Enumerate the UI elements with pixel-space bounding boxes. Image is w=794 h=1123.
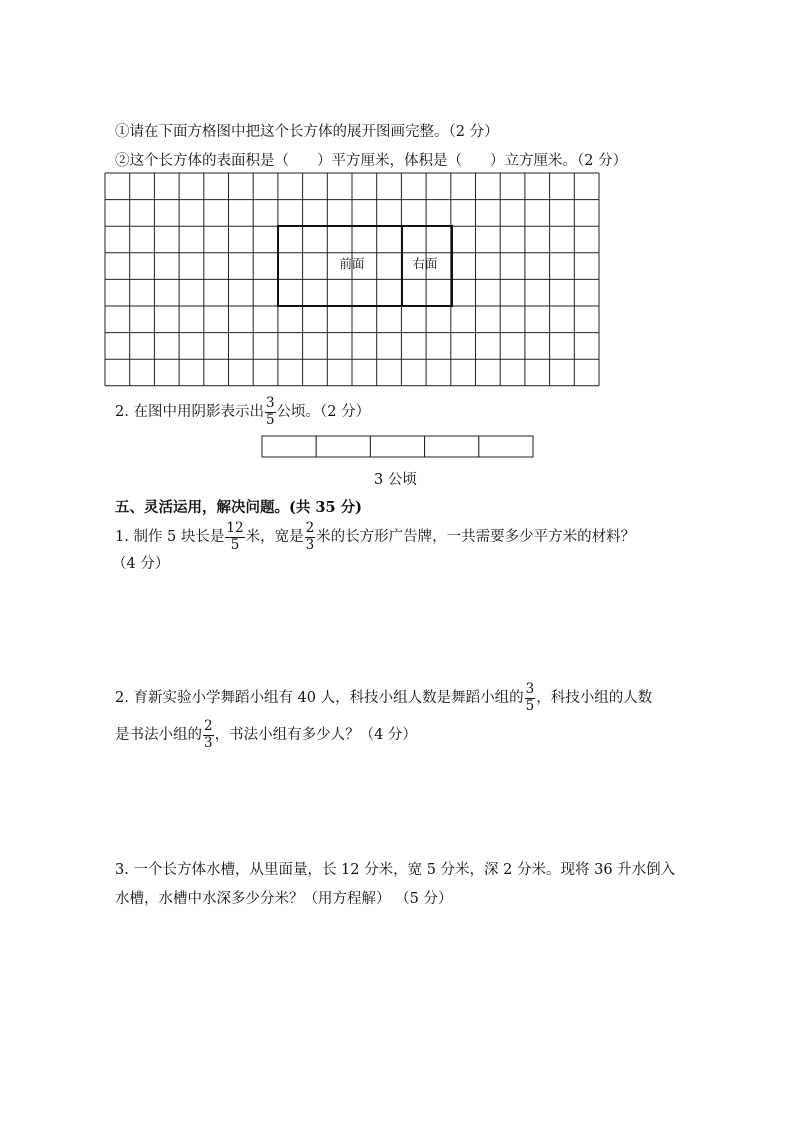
q2-text-b: ）平方厘米，体积是（ bbox=[317, 153, 462, 169]
fraction-twelve-fifths bbox=[225, 522, 244, 552]
front-face-label: 前面 bbox=[339, 256, 365, 271]
q2-text-c: ）立方厘米。（2 分） bbox=[490, 153, 628, 169]
fraction-denominator: 5 bbox=[525, 697, 535, 714]
fraction-two-thirds bbox=[203, 720, 214, 750]
p1-text-a: 1. 制作 5 块长是 bbox=[115, 529, 225, 545]
fraction-numerator: 12 bbox=[226, 520, 244, 536]
section-heading: 五、灵活运用，解决问题。(共 35 分) bbox=[115, 499, 362, 516]
p2-text-b: ，科技小组的人数 bbox=[536, 690, 653, 706]
fraction-two-thirds bbox=[305, 522, 316, 552]
question-shade-fraction bbox=[115, 397, 370, 427]
square-grid bbox=[105, 173, 599, 386]
fraction-denominator: 3 bbox=[305, 536, 315, 553]
fraction-denominator: 5 bbox=[265, 411, 275, 428]
shade-prefix: 2. 在图中用阴影表示出 bbox=[115, 404, 264, 420]
fraction-denominator: 3 bbox=[204, 734, 213, 751]
fraction-numerator: 3 bbox=[525, 681, 535, 697]
p1-text-b: 米，宽是 bbox=[245, 529, 304, 545]
fraction-three-fifths bbox=[525, 683, 536, 713]
p2-text-a: 2. 育新实验小学舞蹈小组有 40 人，科技小组人数是舞蹈小组的 bbox=[115, 690, 524, 706]
problem-2-line-2 bbox=[115, 720, 417, 750]
problem-3-line-2: 水槽，水槽中水深多少分米？（用方程解） （5 分） bbox=[115, 891, 453, 907]
problem-1 bbox=[115, 522, 635, 552]
shade-suffix: 公顷。（2 分） bbox=[276, 404, 371, 420]
strip-cell[interactable] bbox=[479, 436, 533, 457]
strip-caption: 3 公顷 bbox=[374, 472, 417, 488]
strip-cell[interactable] bbox=[425, 436, 479, 457]
p1-text-c: 米的长方形广告牌，一共需要多少平方米的材料？ bbox=[316, 529, 636, 545]
strip-cell[interactable] bbox=[316, 436, 370, 457]
p2-text-d: ，书法小组有多少人？（4 分） bbox=[214, 727, 417, 743]
fraction-denominator: 5 bbox=[230, 536, 240, 553]
q2-text-a: ②这个长方体的表面积是（ bbox=[115, 153, 289, 169]
fraction-numerator: 3 bbox=[265, 395, 275, 411]
fraction-three-fifths bbox=[265, 397, 276, 427]
question-unfold-drawing: ①请在下面方格图中把这个长方体的展开图画完整。（2 分） bbox=[115, 124, 499, 140]
strip-cell[interactable] bbox=[370, 436, 424, 457]
fraction-numerator: 2 bbox=[204, 718, 213, 734]
problem-3-line-1: 3. 一个长方体水槽，从里面量，长 12 分米，宽 5 分米，深 2 分米。现将 36 升水倒入 bbox=[115, 862, 676, 878]
strip-cell[interactable] bbox=[262, 436, 316, 457]
right-face-label: 右面 bbox=[412, 256, 438, 271]
fraction-numerator: 2 bbox=[305, 520, 315, 536]
problem-2-line-1 bbox=[115, 683, 652, 713]
problem-1-score: （4 分） bbox=[112, 556, 170, 572]
p2-text-c: 是书法小组的 bbox=[115, 727, 202, 743]
hectare-strip[interactable] bbox=[262, 436, 533, 457]
